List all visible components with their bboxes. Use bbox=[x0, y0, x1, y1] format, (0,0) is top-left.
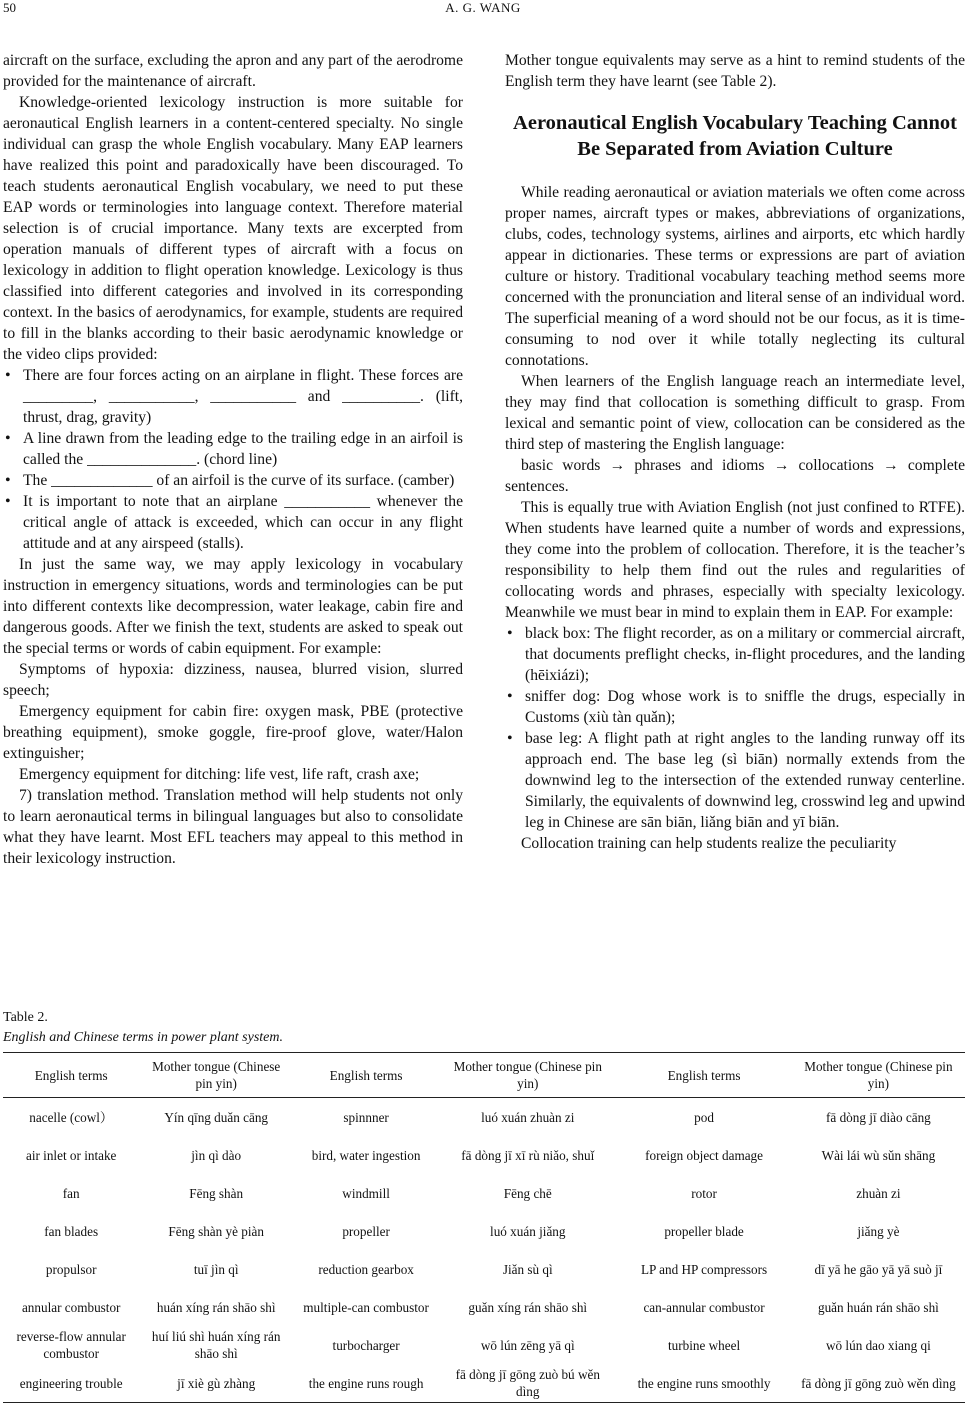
table-cell: Yín qīng duǎn cāng bbox=[164, 1109, 269, 1125]
table-cell: fā dòng jī diào cāng bbox=[826, 1109, 931, 1125]
table-cell: guǎn huán rán shāo shì bbox=[817, 1299, 939, 1315]
table-cell: the engine runs smoothly bbox=[616, 1364, 792, 1403]
table-cell: luó xuán zhuàn zi bbox=[481, 1109, 575, 1125]
table-row bbox=[3, 1250, 965, 1288]
table-row bbox=[3, 1098, 965, 1137]
table-cell: luó xuán jiǎng bbox=[490, 1223, 566, 1239]
table-cell: engineering trouble bbox=[3, 1364, 139, 1403]
table-cell: Jiǎn sù qì bbox=[502, 1261, 553, 1277]
list-item: • base leg: A flight path at right angles to the landing runway off its approach end. The base leg (sì biān) normally extends from the downwind leg to the intersection of the extended runway centerline. Similarly, the equivalents of downwind leg, crosswind leg and upwind leg in Chinese are sān biān, liǎng biān and yī biān. bbox=[505, 728, 965, 833]
table-cell: tuī jìn qì bbox=[193, 1261, 239, 1277]
table-cell: rotor bbox=[691, 1185, 717, 1201]
table-row bbox=[3, 1288, 965, 1326]
table-cell: wō lún zēng yā qì bbox=[480, 1337, 575, 1353]
column-header: English terms bbox=[3, 1053, 139, 1098]
table-cell: fā dòng jī gōng zuò wěn dìng bbox=[792, 1364, 965, 1403]
table-cell: reverse-flow annular combustor bbox=[16, 1329, 126, 1361]
table-cell: fan blades bbox=[44, 1223, 99, 1239]
table-cell: air inlet or intake bbox=[25, 1147, 117, 1163]
table-cell: Fēng shàn bbox=[189, 1185, 244, 1201]
list-item: • There are four forces acting on an airplane in flight. These forces are _________, ___________, ___________ and __________. (lift, thrust, drag, gravity) bbox=[3, 365, 463, 428]
table-cell: guǎn xíng rán shāo shì bbox=[468, 1299, 588, 1315]
table-row bbox=[3, 1326, 965, 1364]
table-cell: wō lún dao xiang qi bbox=[826, 1337, 931, 1353]
table-cell: jìn qì dào bbox=[191, 1147, 242, 1163]
table-cell: Fēng chē bbox=[503, 1185, 552, 1201]
table-row bbox=[3, 1212, 965, 1250]
paragraph: Emergency equipment for cabin fire: oxygen mask, PBE (protective breathing equipment), smoke goggle, fire-proof glove, water/Halon extinguisher; bbox=[3, 703, 463, 762]
paragraph: Symptoms of hypoxia: dizziness, nausea, blurred vision, slurred speech; bbox=[3, 661, 463, 699]
table-cell: zhuàn zi bbox=[856, 1185, 901, 1201]
table-cell: the engine runs rough bbox=[293, 1364, 439, 1403]
paragraph: Knowledge-oriented lexicology instruction is more suitable for aeronautical English learners in a content-centered specialty. No single individual can grasp the whole English vocabulary. Many EAP learners have realized this point and paradoxically have been discouraged. To teach students aeronautical English vocabulary, we need to put these EAP words or terminologies into language context. Therefore material selection is of crucial importance. Many texts are excerpted from operation manuals of different types of aircraft with a focus on lexicology in addition to flight operation knowledge. Lexicology is thus classified into different categories and involved in its corresponding context. In the basics of aerodynamics, for example, students are required to fill in the blanks according to their basic aerodynamic knowledge or the video clips provided: bbox=[3, 94, 463, 363]
table-subcaption: English and Chinese terms in power plant system. bbox=[3, 1030, 283, 1045]
page-number: 50 bbox=[3, 0, 16, 15]
table-cell: LP and HP compressors bbox=[640, 1261, 768, 1277]
table-cell: reduction gearbox bbox=[318, 1261, 414, 1277]
section-heading: Aeronautical English Vocabulary Teaching Cannot Be Separated from Aviation Culture bbox=[513, 112, 957, 160]
example-list bbox=[505, 623, 965, 833]
table-cell: Fēng shàn yè piàn bbox=[168, 1223, 264, 1239]
table-row bbox=[3, 1174, 965, 1212]
table-cell: multiple-can combustor bbox=[303, 1299, 429, 1315]
list-item: • It is important to note that an airplane ___________ whenever the critical angle of attack is exceeded, which can occur in any flight attitude and at any airspeed (stalls). bbox=[3, 491, 463, 554]
paragraph: Collocation training can help students realize the peculiarity bbox=[521, 835, 897, 852]
paragraph: Mother tongue equivalents may serve as a hint to remind students of the English term they have learnt (see Table 2). bbox=[505, 52, 965, 90]
table-row bbox=[3, 1136, 965, 1174]
table-cell: fan bbox=[62, 1185, 80, 1201]
table-cell: bird, water ingestion bbox=[311, 1147, 421, 1163]
table-cell: foreign object damage bbox=[645, 1147, 763, 1163]
paragraph: When learners of the English language reach an intermediate level, they may find that collocation is something difficult to grasp. From lexical and semantic point of view, collocation can be considered as the third step of mastering the English language: bbox=[505, 373, 965, 453]
table-cell: nacelle (cowl） bbox=[29, 1109, 114, 1125]
table-cell: windmill bbox=[342, 1185, 390, 1201]
table-cell: propeller bbox=[342, 1223, 390, 1239]
table-caption bbox=[3, 1008, 48, 1028]
paragraph: basic words → phrases and idioms → collocations → complete sentences. bbox=[505, 457, 965, 495]
paragraph: Emergency equipment for ditching: life vest, life raft, crash axe; bbox=[19, 766, 420, 783]
table-row bbox=[3, 1364, 965, 1403]
paragraph: 7) translation method. Translation method will help students not only to learn aeronautical terms in bilingual languages but also to consolidate what they have learnt. Most EFL teachers may appeal to this method in their lexicology instruction. bbox=[3, 787, 463, 867]
table-cell: fā dòng jī xī rù niǎo, shuǐ bbox=[461, 1147, 595, 1163]
table-cell: annular combustor bbox=[21, 1299, 121, 1315]
table-header-row bbox=[3, 1053, 965, 1098]
paragraph: While reading aeronautical or aviation materials we often come across proper names, aircraft types or makes, abbreviations of organizations, clubs, codes, technology systems, airlines and airports, etc which hardly appear in dictionaries. These terms or expressions are part of aviation culture or history. Traditional vocabulary teaching method seems more concerned with the pronunciation and literal sense of an individual word. The superficial meaning of a word should not be our focus, as it is time-consuming to nod over it while totally neglecting its cultural connotations. bbox=[505, 184, 965, 369]
list-item: • A line drawn from the leading edge to the trailing edge in an airfoil is called the ______________. (chord line) bbox=[3, 428, 463, 470]
terms-table bbox=[3, 1052, 965, 1403]
paragraph: aircraft on the surface, excluding the apron and any part of the aerodrome provided for the maintenance of aircraft. bbox=[3, 52, 463, 90]
table-cell: dī yā he gāo yā yā suò jī bbox=[814, 1261, 943, 1277]
column-header: English terms bbox=[616, 1053, 792, 1098]
table-cell: jiǎng yè bbox=[857, 1223, 900, 1239]
table-cell: can-annular combustor bbox=[643, 1299, 765, 1315]
table-cell: turbocharger bbox=[332, 1337, 400, 1353]
table-cell: spinnner bbox=[343, 1109, 389, 1125]
column-header: Mother tongue (Chinese pin yin) bbox=[792, 1053, 965, 1098]
table-body bbox=[3, 1098, 965, 1403]
right-column bbox=[505, 50, 965, 854]
table-cell: jī xiè gù zhàng bbox=[139, 1364, 293, 1403]
table-cell: fā dòng jī gōng zuò bú wěn dìng bbox=[439, 1364, 616, 1403]
table-cell: turbine wheel bbox=[667, 1337, 741, 1353]
table-cell: huí liú shì huán xíng rán shāo shì bbox=[151, 1329, 281, 1361]
paragraph: This is equally true with Aviation English (not just confined to RTFE). When students have learned quite a number of words and expressions, they come into the problem of collocation. Therefore, it is the teacher’s responsibility to help them find out the rules and regularities of collocating words and phrases, especially with specialty lexicology. Meanwhile we must bear in mind to explain them in EAP. For example: bbox=[505, 499, 965, 621]
column-header: Mother tongue (Chinese pin yin) bbox=[139, 1053, 293, 1098]
table-cell: Wài lái wù sǔn shāng bbox=[821, 1147, 936, 1163]
left-column bbox=[3, 50, 463, 869]
list-item: • black box: The flight recorder, as on a military or commercial aircraft, that documents preflight checks, in-flight procedures, and the landing (hēixiázi); bbox=[505, 623, 965, 686]
table-cell: huán xíng rán shāo shì bbox=[156, 1299, 276, 1315]
running-header bbox=[0, 0, 966, 22]
column-header: Mother tongue (Chinese pin yin) bbox=[439, 1053, 616, 1098]
column-header: English terms bbox=[293, 1053, 439, 1098]
list-item: • sniffer dog: Dog whose work is to sniffle the drugs, especially in Customs (xiù tàn quǎn); bbox=[505, 686, 965, 728]
list-item: • The _____________ of an airfoil is the curve of its surface. (camber) bbox=[3, 470, 463, 491]
table-cell: pod bbox=[694, 1109, 714, 1125]
exercise-list bbox=[3, 365, 463, 554]
running-title: A. G. WANG bbox=[445, 0, 521, 15]
paragraph: In just the same way, we may apply lexicology in vocabulary instruction in emergency situations, words and terminologies can be put into different contexts like decompression, water leakage, cabin fire and dangerous goods. After we finish the text, students are asked to speak out the special terms or words of cabin equipment. For example: bbox=[3, 556, 463, 657]
table-label: Table 2. bbox=[3, 1010, 48, 1025]
table-cell: propeller blade bbox=[664, 1223, 744, 1239]
table-cell: propulsor bbox=[45, 1261, 97, 1277]
